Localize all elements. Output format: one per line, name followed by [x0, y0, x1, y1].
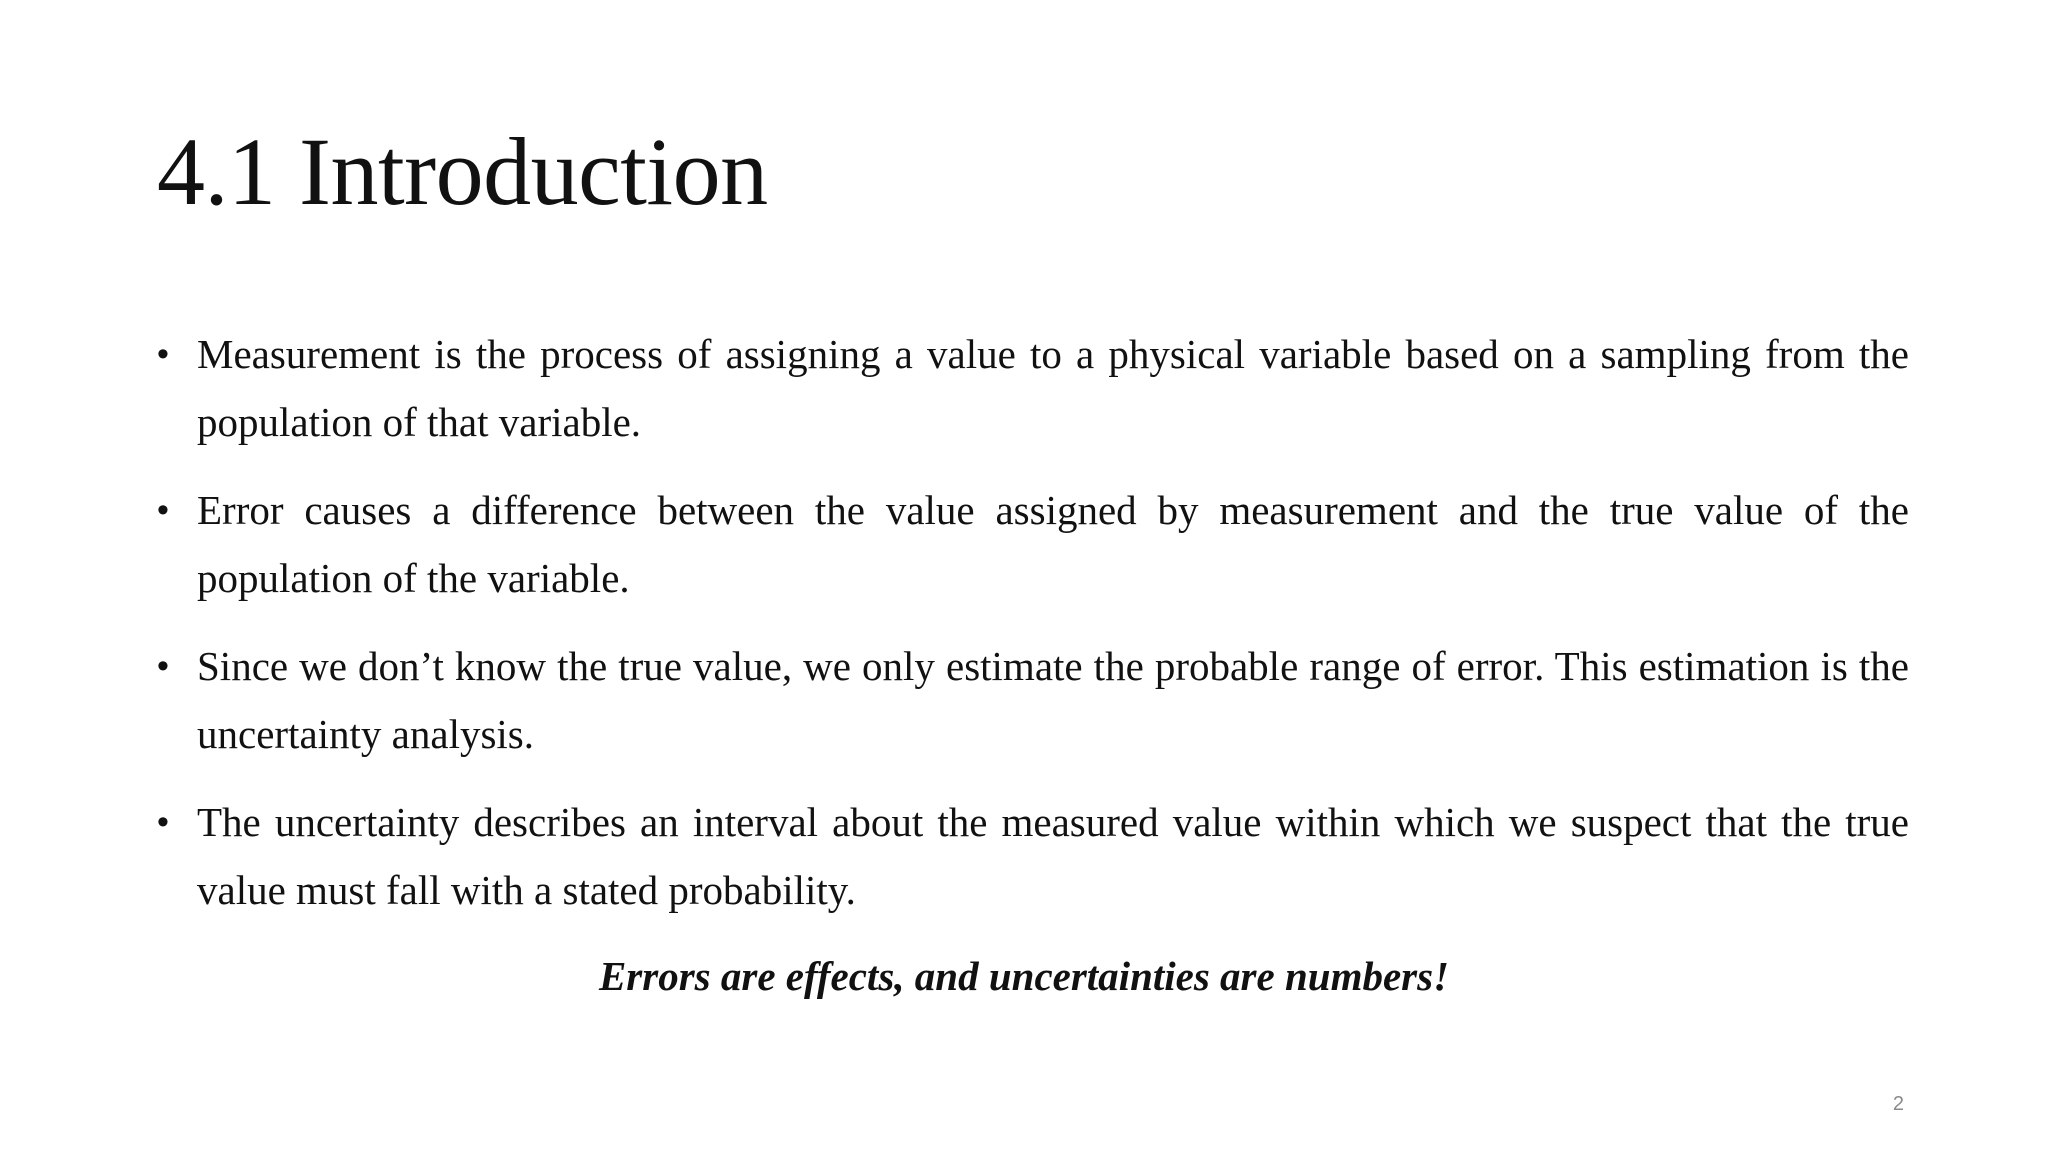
bullet-icon: • — [157, 335, 169, 373]
bullet-text: Measurement is the process of assigning a value to a physical variable based on a sampling from the population of that variable. — [197, 331, 1909, 445]
bullet-text: Since we don’t know the true value, we only estimate the probable range of error. This estimation is the uncertainty analysis. — [197, 643, 1909, 757]
bullet-text: The uncertainty describes an interval about the measured value within which we suspect that the true value must fall with a stated probability. — [197, 799, 1909, 913]
bullet-item — [157, 632, 1909, 768]
bullet-icon: • — [157, 647, 169, 685]
emphasis-statement: Errors are effects, and uncertainties are numbers! — [598, 953, 1450, 999]
page-number: 2 — [1892, 1093, 1904, 1115]
bullet-item — [157, 788, 1909, 924]
bullet-item — [157, 476, 1909, 612]
bullet-list — [157, 320, 1909, 944]
slide-title: 4.1 Introduction — [157, 118, 768, 225]
bullet-icon: • — [157, 491, 169, 529]
bullet-text: Error causes a difference between the value assigned by measurement and the true value of the population of the variable. — [197, 487, 1909, 601]
bullet-item — [157, 320, 1909, 456]
bullet-icon: • — [157, 803, 169, 841]
